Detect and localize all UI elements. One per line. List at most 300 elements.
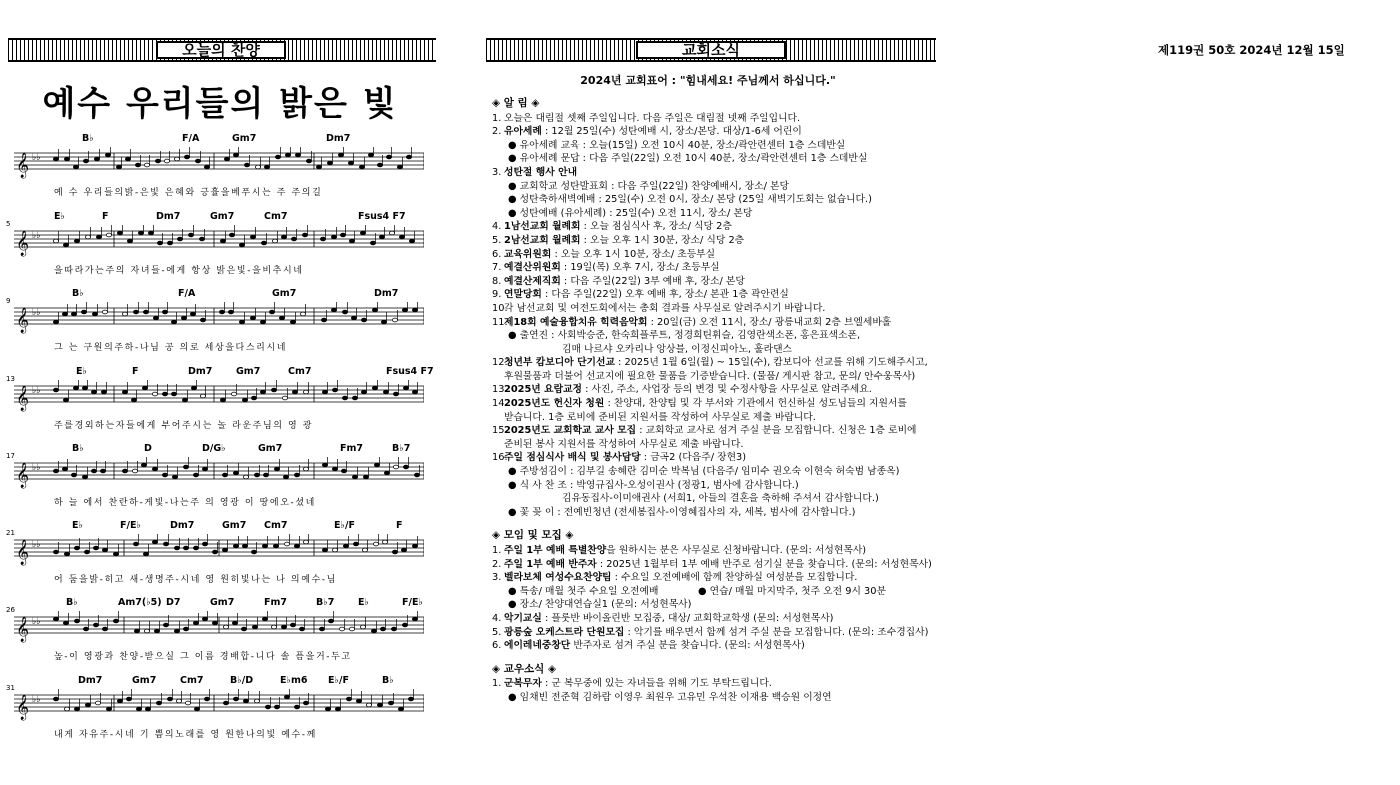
note-head [122, 469, 127, 473]
note-head [53, 388, 58, 392]
note-head [102, 548, 107, 552]
item-text: : 19일(목) 오후 7시, 장소/ 초등부실 [560, 262, 720, 274]
notice-sub-line: ● 주방섬김이 : 김부길 송혜란 김미순 박복님 (다음주/ 임미수 권오숙 이현숙 허숙범 남종옥) [508, 466, 900, 478]
note-head [353, 542, 358, 546]
item-text: : 금곡2 (다음주/ 장현3) [640, 452, 747, 464]
note-head [190, 312, 195, 316]
key-signature-icon: ♭♭ [32, 153, 41, 163]
note-head [342, 310, 347, 314]
note-head [228, 310, 233, 314]
note-head [163, 623, 168, 627]
item-heading: 연말당회 [504, 289, 542, 301]
note-head [152, 392, 157, 396]
chord-symbol: F/A [182, 133, 200, 144]
note-head [53, 697, 58, 701]
notice-sub-line: ● 유아세례 교육 : 오늘(15일) 오전 10시 40분, 장소/곽안련센터 1층 스데반실 [508, 139, 846, 151]
item-text: : 악기를 배우면서 함께 섬겨 주실 분을 모집합니다. (문의: 조수경집사) [624, 626, 929, 638]
chord-symbol: E♭/F [334, 520, 355, 531]
item-heading: 교육위원회 [504, 248, 552, 260]
measure-number: 5 [6, 220, 11, 228]
item-heading: 2025년 요람교정 [504, 384, 582, 396]
note-head [82, 475, 87, 479]
note-head [252, 625, 257, 629]
music-system [6, 366, 434, 450]
note-head [64, 552, 69, 556]
item-heading: 2025년도 교회학교 교사 모집 [504, 425, 637, 437]
item-number: 2. [492, 126, 502, 138]
note-head [74, 619, 79, 623]
section-title: ◈ 모임 및 모집 ◈ [492, 529, 574, 542]
praise-header-bar [8, 38, 436, 62]
item-number: 9. [492, 289, 502, 301]
measure-number: 26 [6, 606, 15, 614]
note-head [202, 542, 207, 546]
note-head [171, 392, 176, 396]
note-head [260, 320, 265, 324]
chord-symbol: Gm7 [132, 675, 157, 686]
note-head [273, 544, 278, 548]
chord-symbol: Am7(♭5) [118, 597, 162, 608]
chord-symbol: Cm7 [288, 366, 312, 377]
note-head [368, 153, 373, 157]
chord-symbol: Dm7 [170, 520, 195, 531]
note-head [381, 320, 386, 324]
note-head [182, 398, 187, 402]
note-head [242, 398, 247, 402]
lyrics-line: 을따라가는주의 자녀들-에게 항상 밝은빛-을비추시네 [54, 266, 304, 276]
note-head [282, 396, 287, 400]
item-text: : 2025년 1월부터 1부 예배 반주로 섬기실 분을 찾습니다. (문의: 서성현목사) [596, 558, 932, 570]
chord-symbol: Dm7 [188, 366, 213, 377]
item-text: : 군 복무중에 있는 자녀들을 위해 기도 부탁드립니다. [541, 678, 772, 690]
item-heading: 1남선교회 월례회 [504, 221, 581, 233]
note-head [164, 159, 169, 163]
lyrics-line: 하 늘 에서 찬란하-게빛-나는주 의 영광 이 땅에오-셨네 [54, 498, 316, 508]
note-head [292, 390, 297, 394]
note-head [284, 695, 289, 699]
note-head [340, 233, 345, 237]
item-heading: 예결산제직회 [504, 275, 561, 287]
notice-item [492, 234, 932, 248]
note-head [176, 699, 181, 703]
notice-sub-line: 김매 나르샤 오카리나 앙상블, 이정신피아노, 훌라댄스 [562, 343, 793, 355]
chord-symbol: B♭ [66, 597, 78, 608]
note-head [193, 621, 198, 625]
note-head [223, 625, 228, 629]
note-head [412, 308, 417, 312]
news-header-bar [486, 38, 936, 62]
chord-symbol: B♭7 [392, 443, 411, 454]
note-head [380, 627, 385, 631]
note-head [144, 163, 149, 167]
note-head [412, 617, 417, 621]
notice-sub-line: ● 식 사 찬 조 : 박영규집사-오성이권사 (정광1, 범사에 감사합니다.) [508, 479, 799, 491]
item-heading: 제18회 예술융합치유 힉력음악회 [504, 316, 648, 328]
note-head [251, 396, 256, 400]
note-head [325, 707, 330, 711]
note-head [106, 707, 111, 711]
note-head [331, 235, 336, 239]
note-head [63, 398, 68, 402]
notice-item [492, 626, 932, 640]
note-head [359, 165, 364, 169]
chord-symbol: Gm7 [258, 443, 283, 454]
note-head [232, 621, 237, 625]
item-number: 14. [492, 398, 508, 410]
note-head [370, 241, 375, 245]
note-head [64, 707, 69, 711]
note-head [393, 392, 398, 396]
note-head [322, 463, 327, 467]
note-head [220, 398, 225, 402]
note-head [272, 239, 277, 243]
treble-clef-icon: 𝄞 [16, 463, 30, 488]
note-head [219, 310, 224, 314]
note-head [181, 316, 186, 320]
item-number: 1. [492, 678, 502, 690]
note-head [126, 697, 131, 701]
note-head [346, 697, 351, 701]
notice-sub-line: ● 임채빈 전준혁 김하람 이영우 최원우 고유민 우석찬 이재용 백승원 이정연 [508, 691, 832, 703]
note-head [363, 475, 368, 479]
measure-number: 13 [6, 375, 15, 383]
note-head [244, 163, 249, 167]
note-head [371, 629, 376, 633]
note-head [83, 627, 88, 631]
note-head [148, 231, 153, 235]
notice-sub-line: ● 성탄축하새벽예배 : 25일(수) 오전 0시, 장소/ 본당 (25일 새벽기도회는 없습니다.) [508, 194, 872, 206]
note-head [251, 550, 256, 554]
church-motto: 2024년 교회표어 : "힘내세요! 주님께서 하십니다." [580, 74, 836, 87]
item-text: : 수요일 오전예배에 함께 찬양하실 여성분을 모집합니다. [611, 572, 858, 584]
note-head [403, 386, 408, 390]
note-head [233, 471, 238, 475]
note-head [281, 235, 286, 239]
note-head [212, 621, 217, 625]
notice-sub-line: 후원물품과 더불어 선교지에 필요한 물품을 기증받습니다. (물품/ 게시판 참고, 문의/ 안수웅목사) [504, 370, 916, 382]
chord-symbol: E♭m6 [280, 675, 308, 686]
note-head [321, 318, 326, 322]
note-head [133, 542, 138, 546]
item-number: 4. [492, 612, 502, 624]
note-head [74, 239, 79, 243]
item-number: 1. [492, 112, 502, 124]
note-head [401, 548, 406, 552]
note-head [183, 546, 188, 550]
notice-item [492, 112, 932, 126]
note-head [382, 540, 387, 544]
note-head [263, 473, 268, 477]
chord-symbol: D7 [166, 597, 181, 608]
note-head [373, 542, 378, 546]
note-head [341, 469, 346, 473]
item-heading: 예결산위원회 [504, 262, 561, 274]
item-text: 을 원하시는 분은 사무실로 신청바랍니다. (문의: 서성현목사) [606, 545, 867, 556]
note-head [285, 153, 290, 157]
chord-symbol: Fsus4 F7 [358, 211, 406, 222]
note-head [117, 231, 122, 235]
item-number: 5. [492, 626, 502, 638]
notice-item [492, 571, 932, 585]
note-head [183, 465, 188, 469]
note-head [388, 701, 393, 705]
note-head [155, 159, 160, 163]
item-heading: 에이레네중창단 [504, 640, 571, 652]
note-head [406, 155, 411, 159]
item-text: : 플룻반 바이올린반 모집중, 대상/ 교회학교학생 (문의: 서성현목사) [541, 612, 834, 624]
chord-symbol: Fm7 [340, 443, 363, 454]
chord-symbol: D [144, 443, 152, 454]
note-head [389, 231, 394, 235]
note-head [132, 469, 137, 473]
note-head [361, 318, 366, 322]
note-head [223, 701, 228, 705]
note-head [138, 231, 143, 235]
note-head [262, 617, 267, 621]
note-head [262, 544, 267, 548]
note-head [414, 473, 419, 477]
note-head [153, 316, 158, 320]
note-head [343, 544, 348, 548]
note-head [291, 237, 296, 241]
note-head [250, 316, 255, 320]
treble-clef-icon: 𝄞 [16, 695, 30, 720]
note-head [409, 239, 414, 243]
note-head [154, 629, 159, 633]
note-head [135, 163, 140, 167]
notice-item [492, 356, 932, 370]
note-head [275, 155, 280, 159]
notice-item [492, 302, 932, 316]
lyrics-line: 어 둠을밝-히고 새-생명주-시네 영 원히빛나는 나 의예수-님 [54, 575, 337, 585]
note-head [284, 542, 289, 546]
chord-symbol: Cm7 [264, 520, 288, 531]
staff [14, 457, 424, 489]
item-text: : 다음 주일(22일) 오후 예배 후, 장소/ 본관 1층 곽안련실 [541, 289, 789, 301]
note-head [200, 318, 205, 322]
note-head [162, 310, 167, 314]
item-number: 5. [492, 234, 502, 246]
note-head [328, 619, 333, 623]
note-head [191, 386, 196, 390]
item-text: : 찬양대, 찬양팀 및 각 부서와 기관에서 헌신하실 성도님들의 지원서를 [604, 398, 907, 410]
note-head [322, 548, 327, 552]
note-head [188, 233, 193, 237]
chord-symbol: B♭ [382, 675, 394, 686]
note-head [383, 390, 388, 394]
note-head [184, 155, 189, 159]
note-head [73, 386, 78, 390]
chord-symbol: F/A [178, 288, 196, 299]
song-title: 예수 우리들의 밝은 빛 [42, 84, 398, 124]
note-head [136, 707, 141, 711]
key-signature-icon: ♭♭ [32, 695, 41, 705]
note-head [74, 546, 79, 550]
notice-item [492, 261, 932, 275]
chord-symbol: Gm7 [210, 211, 235, 222]
key-signature-icon: ♭♭ [32, 617, 41, 627]
note-head [303, 467, 308, 471]
item-heading: 성탄절 행사 안내 [504, 166, 578, 178]
notice-sub-pair [492, 585, 932, 599]
note-head [265, 705, 270, 709]
note-head [274, 467, 279, 471]
section-title: ◈ 알 림 ◈ [492, 97, 540, 109]
chord-symbol: F/E♭ [120, 520, 141, 531]
item-text: 반주자로 섬겨 주실 분을 찾습니다. (문의: 서성현목사) [570, 640, 805, 652]
item-heading: 주일 점심식사 배식 및 봉사담당 [504, 452, 641, 464]
note-head [372, 308, 377, 312]
notice-item [492, 125, 932, 139]
note-head [62, 467, 67, 471]
note-head [212, 550, 217, 554]
note-head [71, 312, 76, 316]
note-head [141, 463, 146, 467]
note-head [327, 161, 332, 165]
note-head [193, 546, 198, 550]
notice-item [492, 220, 932, 234]
note-head [408, 697, 413, 701]
notice-sub-line: ● 출연진 : 사회박승준, 한숙희플루트, 정경희틴휘슬, 김영란색소폰, 홍은표색소폰, [508, 330, 861, 342]
item-text: : 사진, 주소, 사업장 등의 변경 및 수정사항을 사무실로 알려주세요. [582, 384, 872, 396]
chord-symbol: E♭ [358, 597, 369, 608]
note-head [392, 550, 397, 554]
chord-symbol: D/G♭ [202, 443, 226, 454]
note-head [332, 388, 337, 392]
item-text: : 다음 주일(22일) 3부 예배 후, 장소/ 본당 [560, 275, 745, 287]
note-head [125, 157, 130, 161]
note-head [229, 233, 234, 237]
notice-sub-line: ● 성탄예배 (유아세례) : 25일(수) 오전 11시, 장소/ 본당 [508, 207, 753, 219]
note-head [220, 239, 225, 243]
note-head [283, 475, 288, 479]
notice-sub-line: ● 장소/ 찬양대연습실1 (문의: 서성현목사) [508, 599, 692, 611]
treble-clef-icon: 𝄞 [16, 617, 30, 642]
chord-symbol: Cm7 [180, 675, 204, 686]
note-head [102, 310, 107, 314]
chord-symbol: F [396, 520, 403, 531]
note-head [360, 625, 365, 629]
notice-item [492, 677, 932, 691]
note-head [95, 701, 100, 705]
note-head [269, 310, 274, 314]
notice-sub-line: ● 교회학교 성탄발표회 : 다음 주일(22일) 찬양예배시, 장소/ 본당 [508, 180, 789, 192]
chord-symbol: Fm7 [264, 597, 287, 608]
chord-symbol: Dm7 [326, 133, 351, 144]
item-heading: 주일 1부 예배 특별찬양 [504, 545, 607, 556]
note-head [391, 627, 396, 631]
item-number: 6. [492, 640, 502, 652]
notice-item [492, 424, 932, 438]
music-system [6, 211, 424, 295]
lyrics-line: 내게 자유주-시네 기 쁨의노래를 영 원한나의빛 예수-께 [54, 730, 317, 740]
key-signature-icon: ♭♭ [32, 231, 41, 241]
note-head [133, 310, 138, 314]
note-head [93, 623, 98, 627]
note-head [281, 625, 286, 629]
chord-symbol: F [102, 211, 109, 222]
measure-number: 31 [6, 684, 15, 692]
note-head [366, 703, 371, 707]
note-head [402, 308, 407, 312]
chord-symbol: Dm7 [374, 288, 399, 299]
notice-item [492, 316, 932, 330]
treble-clef-icon: 𝄞 [16, 231, 30, 256]
note-head [183, 627, 188, 631]
note-head [243, 475, 248, 479]
notice-item [492, 248, 932, 262]
note-head [194, 707, 199, 711]
note-head [332, 467, 337, 471]
note-head [331, 308, 336, 312]
note-head [303, 540, 308, 544]
note-head [402, 623, 407, 627]
note-head [157, 241, 162, 245]
chord-symbol: Gm7 [272, 288, 297, 299]
lyrics-line: 높-이 영광과 찬양-받으실 그 이름 경배합-니다 솔 픔을거-두고 [54, 652, 352, 662]
praise-header-label: 오늘의 찬양 [156, 41, 286, 59]
staff [14, 611, 424, 643]
note-head [303, 390, 308, 394]
item-number: 16. [492, 452, 508, 464]
item-text: : 오늘 오후 1시 10분, 장소/ 초등부실 [551, 248, 716, 260]
item-text: : 오늘 오후 1시 30분, 장소/ 식당 2층 [580, 234, 745, 246]
item-text: : 12월 25일(수) 성탄예배 시, 장소/본당. 대상/1-6세 어린이 [541, 126, 802, 138]
chord-symbol: B♭ [72, 288, 84, 299]
note-head [335, 707, 340, 711]
note-head [53, 469, 58, 473]
notice-item [492, 451, 932, 465]
note-head [349, 239, 354, 243]
notice-item [492, 612, 932, 626]
note-head [202, 467, 207, 471]
notice-sub-line: ● 유아세례 문답 : 다음 주일(22일) 오전 10시 40분, 장소/곽안련센터 1층 스데반실 [508, 153, 868, 165]
chord-symbol: Gm7 [222, 520, 247, 531]
note-head [290, 320, 295, 324]
note-head [73, 165, 78, 169]
note-head [399, 235, 404, 239]
item-number: 11. [492, 316, 508, 328]
note-head [384, 471, 389, 475]
item-text: : 오늘 점심식사 후, 장소/ 식당 2층 [580, 221, 732, 233]
treble-clef-icon: 𝄞 [16, 540, 30, 565]
music-system [6, 597, 424, 681]
note-head [295, 153, 300, 157]
note-head [53, 320, 58, 324]
note-head [185, 701, 190, 705]
note-head [143, 310, 148, 314]
note-head [352, 396, 357, 400]
music-system [14, 133, 424, 217]
note-head [338, 153, 343, 157]
item-number: 3. [492, 572, 502, 584]
note-head [53, 550, 58, 554]
item-heading: 유아세례 [504, 126, 542, 138]
sub-text: ● 특송/ 매월 첫주 수요일 오전예배 [508, 585, 659, 597]
chord-symbol: Fsus4 F7 [386, 366, 434, 377]
key-signature-icon: ♭♭ [32, 308, 41, 318]
note-head [117, 699, 122, 703]
item-number: 2. [492, 558, 502, 570]
item-heading: 벨라보체 여성수요찬양팀 [504, 572, 612, 584]
key-signature-icon: ♭♭ [32, 540, 41, 550]
note-head [204, 165, 209, 169]
note-head [398, 707, 403, 711]
note-head [127, 239, 132, 243]
note-head [163, 542, 168, 546]
note-head [134, 629, 139, 633]
note-head [233, 697, 238, 701]
